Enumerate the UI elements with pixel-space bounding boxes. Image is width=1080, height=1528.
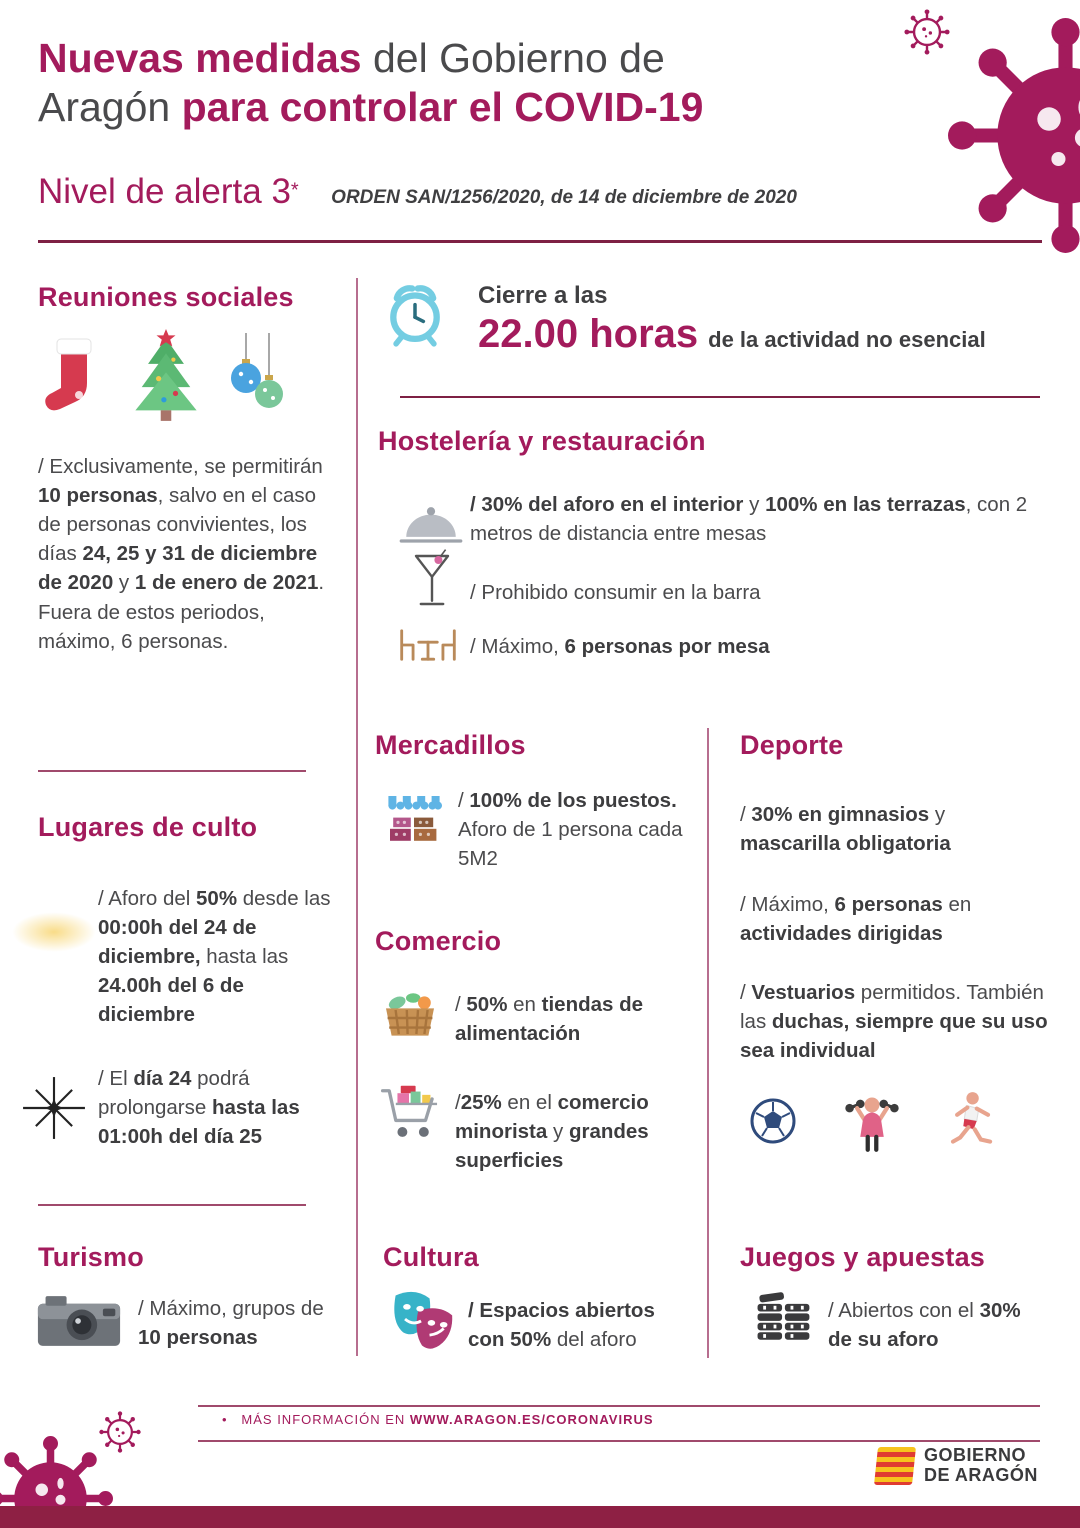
serving-dish-icon (398, 496, 464, 548)
camera-icon (36, 1292, 122, 1350)
hosteleria-bullet-3: / Máximo, 6 personas por mesa (470, 635, 770, 658)
reuniones-body-text: / Exclusivamente, se permitirán 10 personas, salvo en el caso de personas convivientes, los días 24, 25 y 31 de diciembre de 2020 y 1 de enero de 2021. Fuera de estos periodos, máximo, 6 personas. (38, 455, 325, 653)
section-title-juegos: Juegos y apuestas (740, 1242, 986, 1272)
deporte-bullet-2: / Máximo, 6 personas en actividades dirigidas (740, 893, 972, 946)
section-title-comercio: Comercio (375, 926, 502, 956)
bullet-dot: • (222, 1412, 228, 1427)
more-info-label: MÁS INFORMACIÓN EN (241, 1412, 410, 1427)
title-line-1: Nuevas medidas del Gobierno de (38, 35, 665, 81)
alert-asterisk: * (290, 179, 299, 202)
footer-divider (198, 1440, 1040, 1442)
hosteleria-bullet-1: / 30% del aforo en el interior y 100% en las terrazas, con 2 metros de distancia entre mesas (470, 493, 1028, 546)
aragon-flag-icon (874, 1447, 916, 1485)
juegos-bullet-1: / Abiertos con el 30% de su aforo (828, 1299, 1021, 1352)
footer-divider (198, 1405, 1040, 1407)
column-divider (707, 728, 709, 1358)
poker-chips-icon (750, 1288, 816, 1350)
section-title-hosteleria: Hostelería y restauración (378, 426, 706, 456)
market-stall-icon (382, 788, 446, 852)
comercio-bullet-1: / 50% en tiendas de alimentación (455, 993, 644, 1046)
page-title (38, 34, 703, 132)
virus-icon (903, 8, 951, 56)
deporte-bullet-1: / 30% en gimnasios y mascarilla obligatoria (740, 803, 951, 856)
star-icon (22, 1076, 86, 1140)
cultura-bullet-1: / Espacios abiertos con 50% del aforo (468, 1299, 655, 1352)
turismo-bullet-1: / Máximo, grupos de 10 personas (138, 1297, 324, 1350)
culto-bullet-1: / Aforo del 50% desde las 00:00h del 24 de diciembre, hasta las 24.00h del 6 de diciembre (98, 887, 331, 1027)
sun-icon (12, 912, 96, 952)
virus-icon (948, 18, 1080, 253)
column-divider (356, 278, 358, 1356)
order-reference: ORDEN SAN/1256/2020, de 14 de diciembre de 2020 (331, 187, 797, 208)
mercadillos-bullet-1: / 100% de los puestos. Aforo de 1 persona cada 5M2 (458, 789, 683, 871)
alert-level-row (38, 172, 797, 212)
stocking-icon (42, 333, 104, 419)
culto-bullet-2: / El día 24 podrá prolongarse hasta las 01:00h del día 25 (98, 1067, 300, 1149)
section-title-culto: Lugares de culto (38, 812, 258, 842)
bottom-bar (0, 1506, 1080, 1528)
section-divider (38, 1204, 306, 1206)
ornaments-icon (220, 333, 292, 425)
title-line-2: Aragón para controlar el COVID-19 (38, 84, 704, 131)
closure-banner (478, 282, 986, 357)
weightlifter-icon (840, 1090, 904, 1154)
more-info-url[interactable]: WWW.ARAGON.ES/CORONAVIRUS (409, 1412, 654, 1427)
closure-divider (400, 396, 1040, 398)
gobierno-aragon-logo (876, 1446, 1038, 1486)
section-title-turismo: Turismo (38, 1242, 144, 1272)
header-divider (38, 240, 1042, 243)
closure-prefix: Cierre a las (478, 282, 608, 309)
grocery-basket-icon (378, 984, 442, 1044)
table-chairs-icon (396, 622, 460, 668)
closure-suffix: de la actividad no esencial (708, 327, 986, 352)
section-divider (38, 770, 306, 772)
section-title-mercadillos: Mercadillos (375, 730, 526, 760)
section-title-reuniones: Reuniones sociales (38, 282, 294, 312)
alert-level: Nivel de alerta 3 (38, 172, 291, 211)
section-title-cultura: Cultura (383, 1242, 479, 1272)
more-info-line (222, 1412, 654, 1427)
christmas-tree-icon (126, 328, 206, 423)
gov-logo-line-2: DE ARAGÓN (924, 1464, 1038, 1485)
alarm-clock-icon (380, 278, 450, 348)
theater-masks-icon (382, 1288, 462, 1354)
closure-time: 22.00 horas (478, 312, 699, 356)
runner-icon (940, 1090, 1000, 1154)
comercio-bullet-2: /25% en el comercio minorista y grandes superficies (455, 1091, 649, 1173)
gov-logo-line-1: GOBIERNO (924, 1445, 1027, 1465)
soccer-ball-icon (748, 1096, 798, 1146)
shopping-cart-icon (376, 1080, 442, 1146)
deporte-bullet-3: / Vestuarios permitidos. También las duchas, siempre que su uso sea individual (740, 981, 1048, 1063)
section-title-deporte: Deporte (740, 730, 844, 760)
hosteleria-bullet-2: / Prohibido consumir en la barra (470, 581, 761, 604)
cocktail-icon (408, 546, 456, 614)
